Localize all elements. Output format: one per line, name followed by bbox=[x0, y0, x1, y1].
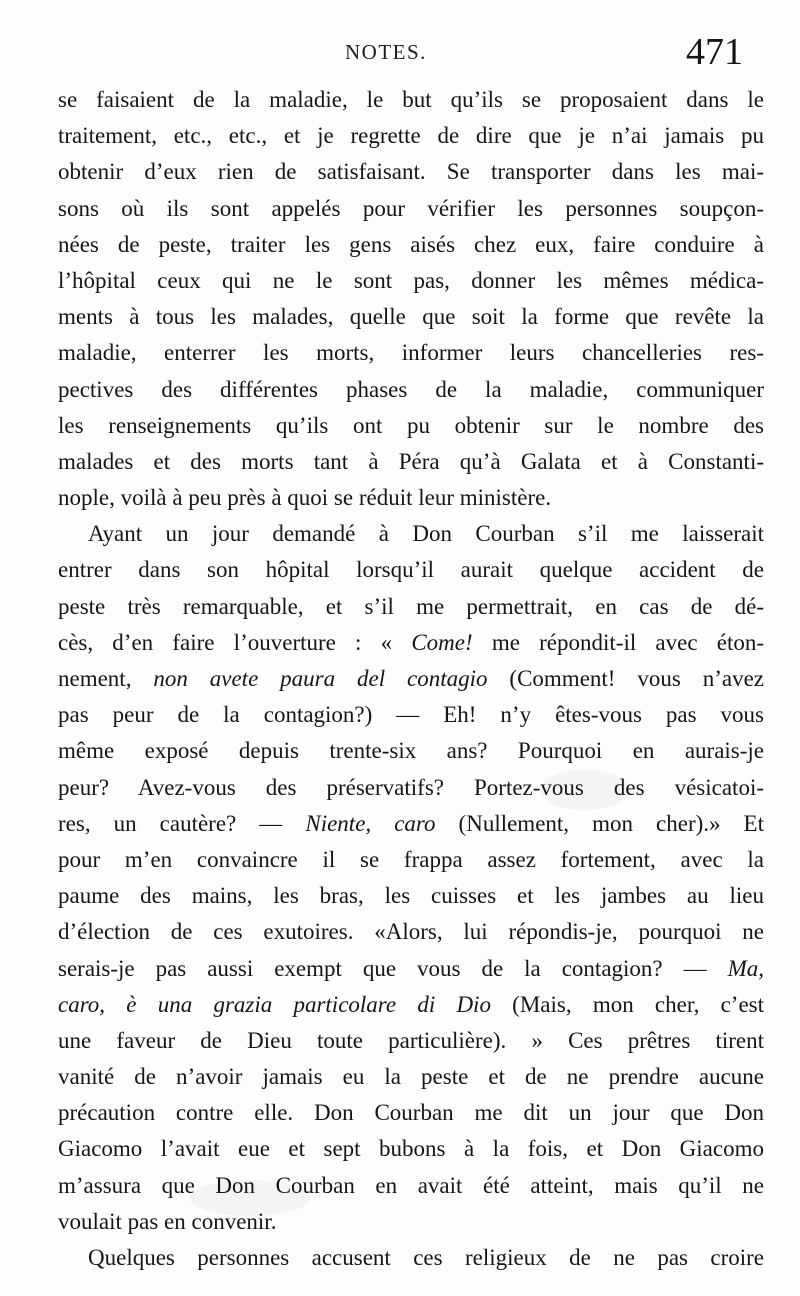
text-segment: cès, d’en faire l’ouverture : « bbox=[58, 629, 412, 655]
text-line bbox=[58, 914, 764, 950]
text-segment: même exposé depuis trente-six ans? Pourquoi en aurais-je bbox=[58, 738, 764, 764]
text-line bbox=[58, 227, 764, 263]
text-line bbox=[58, 444, 764, 480]
text-line bbox=[58, 191, 764, 227]
text-segment: pectives des différentes phases de la maladie, communiquer bbox=[58, 376, 764, 402]
text-line bbox=[58, 770, 764, 806]
text-segment: maladie, enterrer les morts, informer leurs chancelleries res- bbox=[58, 340, 764, 366]
text-segment: Ayant un jour demandé à Don Courban s’il me laisserait bbox=[88, 521, 764, 547]
text-segment: peste très remarquable, et s’il me permettrait, en cas de dé- bbox=[58, 593, 764, 619]
text-segment: (Comment! vous n’avez bbox=[487, 666, 764, 691]
text-segment: (Mais, mon cher, c’est bbox=[490, 991, 764, 1017]
text-segment: vanité de n’avoir jamais eu la peste et de ne prendre aucune bbox=[58, 1064, 764, 1090]
text-line bbox=[58, 118, 764, 154]
text-segment: sons où ils sont appelés pour vérifier les personnes soupçon- bbox=[58, 195, 764, 221]
text-segment: les renseignements qu’ils ont pu obtenir sur le nombre des bbox=[58, 412, 764, 438]
text-line bbox=[58, 842, 764, 878]
text-line bbox=[58, 1131, 764, 1167]
text-segment: l’hôpital ceux qui ne le sont pas, donner les mêmes médica- bbox=[58, 267, 764, 293]
text-line bbox=[58, 299, 764, 335]
text-line bbox=[58, 552, 764, 588]
running-head: NOTES. bbox=[345, 40, 427, 64]
text-segment: res, un cautère? — bbox=[58, 810, 306, 836]
text-segment: peur? Avez-vous des préservatifs? Portez-vous des vésicatoi- bbox=[58, 774, 764, 800]
italic-phrase: Niente, caro bbox=[305, 810, 436, 836]
text-segment: se faisaient de la maladie, le but qu’ils se proposaient dans le bbox=[58, 87, 764, 112]
text-segment: traitement, etc., etc., et je regrette de dire que je n’ai jamais pu bbox=[58, 123, 764, 149]
text-segment: entrer dans son hôpital lorsqu’il aurait quelque accident de bbox=[58, 557, 764, 583]
text-segment: précaution contre elle. Don Courban me dit un jour que Don bbox=[58, 1100, 764, 1126]
text-line bbox=[58, 1168, 764, 1204]
text-segment: voulait pas en convenir. bbox=[58, 1208, 277, 1234]
text-segment: me répondit-il avec éton- bbox=[472, 629, 764, 655]
text-line bbox=[58, 987, 764, 1023]
text-line bbox=[58, 82, 764, 118]
text-segment: ments à tous les malades, quelle que soit la forme que revête la bbox=[58, 304, 764, 330]
text-line bbox=[58, 951, 764, 987]
text-line bbox=[58, 661, 764, 697]
text-line bbox=[58, 1240, 764, 1276]
text-segment: malades et des morts tant à Péra qu’à Galata et à Constanti- bbox=[58, 448, 764, 474]
text-line bbox=[58, 480, 764, 516]
text-segment: nement, bbox=[58, 666, 154, 691]
text-segment: paume des mains, les bras, les cuisses et les jambes au lieu bbox=[58, 883, 764, 909]
text-segment: m’assura que Don Courban en avait été atteint, mais qu’il ne bbox=[58, 1172, 764, 1198]
text-segment: pas peur de la contagion?) — Eh! n’y êtes-vous pas vous bbox=[58, 702, 764, 728]
text-line bbox=[58, 878, 764, 914]
text-line bbox=[58, 263, 764, 299]
text-segment: pour m’en convaincre il se frappa assez fortement, avec la bbox=[58, 846, 764, 872]
text-segment: Quelques personnes accusent ces religieux de ne pas croire bbox=[88, 1245, 764, 1270]
page-number: 471 bbox=[686, 31, 743, 73]
text-line bbox=[58, 372, 764, 408]
text-segment: (Nullement, mon cher).» Et bbox=[435, 810, 764, 836]
text-line bbox=[58, 408, 764, 444]
italic-phrase: Ma, bbox=[727, 955, 764, 981]
italic-phrase: Come! bbox=[411, 629, 473, 655]
page-header bbox=[0, 31, 800, 80]
text-line bbox=[58, 1095, 764, 1131]
text-line bbox=[58, 335, 764, 371]
text-line bbox=[58, 154, 764, 190]
text-line bbox=[58, 589, 764, 625]
text-segment: Giacomo l’avait eue et sept bubons à la fois, et Don Giacomo bbox=[58, 1136, 764, 1162]
text-segment: nées de peste, traiter les gens aisés chez eux, faire conduire à bbox=[58, 231, 764, 257]
text-line bbox=[58, 1059, 764, 1095]
text-line bbox=[58, 516, 764, 552]
text-segment: serais-je pas aussi exempt que vous de la contagion? — bbox=[58, 955, 728, 981]
italic-phrase: caro, è una grazia particolare di Dio bbox=[58, 991, 491, 1017]
body-text bbox=[58, 82, 764, 1276]
text-line bbox=[58, 1204, 764, 1240]
text-line bbox=[58, 625, 764, 661]
text-line bbox=[58, 1023, 764, 1059]
text-line bbox=[58, 697, 764, 733]
italic-phrase: non avete paura del contagio bbox=[153, 666, 488, 691]
text-segment: d’élection de ces exutoires. «Alors, lui répondis-je, pourquoi ne bbox=[58, 919, 764, 945]
text-segment: obtenir d’eux rien de satisfaisant. Se transporter dans les mai- bbox=[58, 159, 764, 185]
text-segment: une faveur de Dieu toute particulière). » Ces prêtres tirent bbox=[58, 1027, 764, 1053]
text-segment: nople, voilà à peu près à quoi se réduit leur ministère. bbox=[58, 485, 552, 511]
text-line bbox=[58, 806, 764, 842]
text-line bbox=[58, 733, 764, 769]
